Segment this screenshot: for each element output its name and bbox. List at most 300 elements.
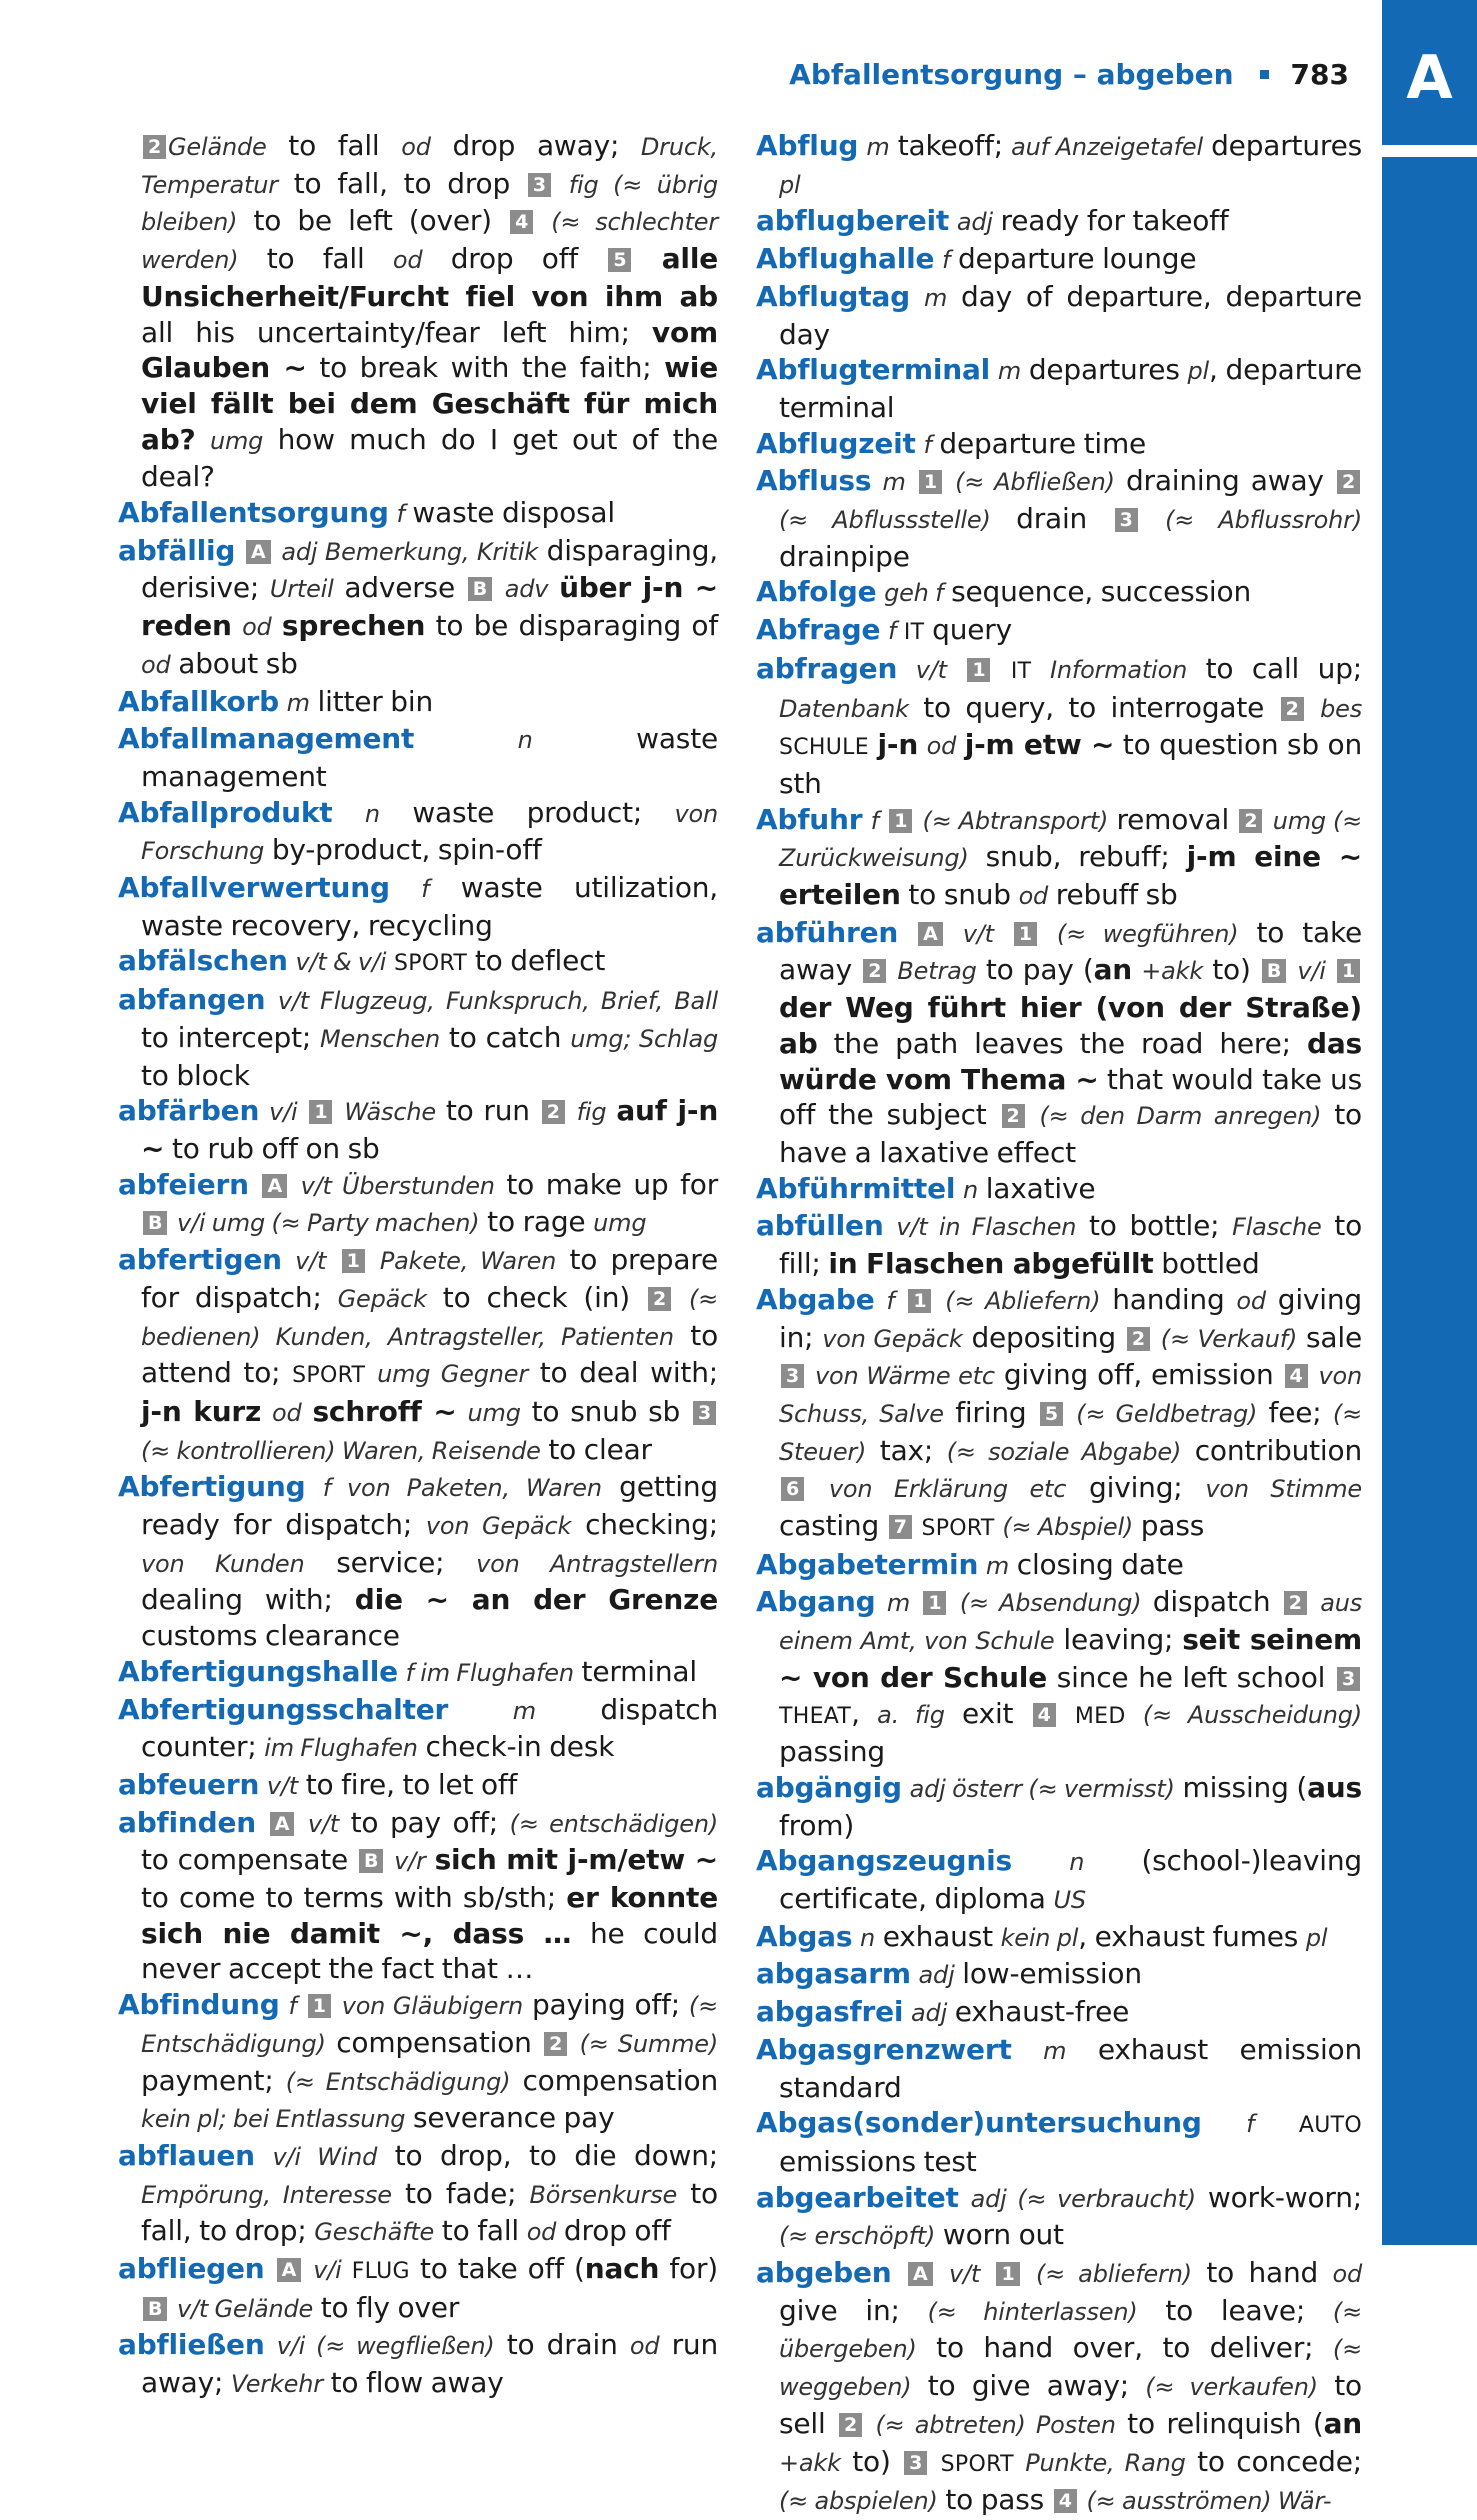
translation: all his uncertainty/fear left him; (141, 315, 652, 349)
translation (1012, 1844, 1069, 1877)
dictionary-entry (118, 870, 718, 943)
grammar-label: (≈ Steuer) (779, 1399, 1362, 1466)
translation: bottled (1153, 1247, 1260, 1281)
phrase: er konnte sich nie damit ~, dass … (141, 1881, 718, 1950)
headword: Abgabetermin (756, 1547, 979, 1581)
translation: for) (659, 2252, 719, 2286)
phrase: vom Glauben ~ (141, 315, 718, 385)
headword: abgasarm (756, 1957, 911, 1991)
translation (994, 916, 1012, 949)
sense-marker: 4 (1033, 1703, 1056, 1727)
dictionary-entry (756, 1919, 1362, 1957)
dictionary-entry (118, 1093, 718, 1166)
grammar-label: umg; Schlag (570, 1024, 719, 1053)
grammar-label: adv (504, 575, 549, 604)
dictionary-entry (118, 721, 718, 794)
grammar-label: f (421, 875, 430, 904)
headword: Abflug (756, 129, 859, 162)
grammar-label: (≈ Geldbetrag) (1076, 1399, 1258, 1428)
translation (978, 1548, 986, 1581)
translation: to bottle; (1076, 1209, 1233, 1243)
grammar-label: von Gläubigern (341, 1992, 524, 2021)
phrase: seit seinem ~ von der Schule (779, 1623, 1362, 1694)
translation: departure lounge (950, 242, 1197, 276)
grammar-label: od (242, 613, 272, 642)
grammar-label: fig (≈ übrig bleiben) (141, 170, 719, 237)
translation (806, 1358, 815, 1391)
translation (871, 464, 882, 497)
translation (457, 1395, 468, 1428)
dictionary-entry (756, 128, 1362, 203)
translation (342, 2252, 352, 2285)
grammar-label: f (887, 617, 897, 646)
sense-marker: B (468, 577, 492, 601)
translation (990, 353, 998, 386)
translation (1027, 1098, 1040, 1131)
translation (1014, 2445, 1025, 2478)
headword: Abführmittel (756, 1171, 956, 1205)
translation (918, 728, 927, 761)
grammar-label: kein pl; bei Entlassung (141, 2105, 406, 2134)
side-tab-divider (1382, 145, 1477, 157)
translation (249, 1168, 261, 1201)
translation (265, 983, 277, 1016)
dictionary-entry (756, 352, 1362, 425)
field-label: THEAT (779, 1703, 852, 1729)
translation: removal (1108, 802, 1238, 836)
page-number: 783 (1290, 58, 1349, 91)
translation (282, 1243, 295, 1276)
grammar-label: umg Gegner (377, 1360, 529, 1389)
translation (914, 803, 922, 836)
translation (1254, 2106, 1298, 2139)
translation (934, 242, 942, 275)
translation: depositing (962, 1320, 1125, 1354)
translation: , (851, 1696, 878, 1730)
translation (869, 728, 878, 761)
headword: Abgas (756, 1919, 853, 1953)
phrase: wie viel fällt bei dem Geschäft für mich ab? (141, 351, 718, 456)
dictionary-entry (118, 495, 718, 533)
sense-marker: A (277, 2258, 302, 2282)
grammar-label: (≈ entschädigen) (509, 1809, 718, 1838)
translation (884, 1209, 897, 1242)
phrase: über j-n ~ reden (141, 571, 719, 643)
translation: to question sb on sth (779, 728, 1362, 800)
translation (535, 204, 551, 237)
headword: abfließen (118, 2328, 265, 2362)
translation: to fill; (779, 1209, 1363, 1281)
dictionary-entry (756, 241, 1362, 279)
translation: to concede; (1185, 2444, 1362, 2478)
grammar-label: od (401, 133, 431, 161)
headword: Abfallkorb (118, 684, 279, 718)
translation (945, 916, 963, 949)
grammar-label: v/t Gelände (177, 2294, 314, 2323)
grammar-label: f (942, 246, 951, 275)
headword: Abflughalle (756, 242, 935, 276)
translation (385, 1843, 394, 1876)
grammar-label: n (364, 799, 380, 828)
translation: compensation (510, 2063, 718, 2097)
grammar-label: od (141, 650, 171, 679)
grammar-label: (≈ Absendung) (959, 1589, 1142, 1618)
grammar-label: (≈ schlechter werden) (141, 208, 719, 275)
translation: to catch (440, 1020, 571, 1054)
translation: fee; (1257, 1395, 1333, 1429)
translation: to deflect (467, 944, 606, 978)
headword: Abgang (756, 1585, 876, 1619)
grammar-label: (≈ abliefern) (1035, 2260, 1192, 2289)
translation: ready for takeoff (992, 204, 1229, 238)
grammar-label: US (1053, 1886, 1086, 1915)
translation: departures (1202, 129, 1362, 162)
headword: abfüllen (756, 1209, 884, 1243)
grammar-label: Geschäfte (314, 2218, 435, 2247)
grammar-label: von Wärme etc (815, 1362, 995, 1391)
headword: abflauen (118, 2138, 255, 2172)
grammar-label: v/i (313, 2256, 342, 2285)
grammar-label: (≈ Verkauf) (1160, 1324, 1298, 1353)
sense-marker: A (918, 922, 943, 946)
translation (296, 1806, 308, 1839)
translation (1065, 1396, 1076, 1429)
translation (896, 613, 904, 646)
headword: abgeben (756, 2256, 892, 2290)
translation: dispatch counter; (141, 1692, 719, 1764)
grammar-label: (≈ Summe) (579, 2029, 718, 2058)
grammar-label: (≈ Abtransport) (922, 806, 1109, 835)
translation: to pay off; (338, 1805, 510, 1839)
headword: Abgasgrenzwert (756, 2032, 1012, 2066)
translation (332, 796, 364, 829)
grammar-label: Wäsche (344, 1098, 436, 1127)
grammar-label: Menschen (320, 1024, 440, 1053)
translation: to pay ( (976, 953, 1094, 987)
translation (1126, 1697, 1143, 1730)
translation: to check (in) (426, 1280, 646, 1314)
grammar-label: (≈ Ausscheidung) (1142, 1700, 1363, 1729)
translation: since he left school (1047, 1660, 1335, 1694)
translation: handing (1100, 1282, 1237, 1316)
translation (448, 1693, 513, 1726)
headword: Abfallentsorgung (118, 496, 389, 530)
translation: to fall, to drop; (141, 2176, 718, 2248)
grammar-label: Urteil (269, 575, 334, 604)
translation (902, 1771, 910, 1804)
phrase: sprechen (281, 609, 426, 643)
grammar-label: v/t (948, 2260, 981, 2289)
dictionary-entry (118, 2327, 718, 2402)
translation: sale (1297, 1320, 1362, 1354)
translation: paying off; (523, 1988, 689, 2022)
translation: , exhaust fumes (1078, 1919, 1306, 1953)
field-label: FLUG (351, 2259, 410, 2285)
sense-marker: A (246, 540, 271, 564)
grammar-label: f von Paketen, Waren (322, 1474, 602, 1503)
headword: Abfertigung (118, 1470, 306, 1504)
translation: rebuff sb (1048, 878, 1178, 912)
grammar-label: umg (467, 1398, 521, 1427)
headword: abgearbeitet (756, 2180, 959, 2214)
translation: to fall, to drop (277, 166, 526, 200)
grammar-label: m (1043, 2036, 1067, 2065)
dictionary-entry (118, 1167, 718, 1242)
grammar-label: pl (779, 170, 801, 199)
translation (879, 803, 887, 836)
translation: to block (141, 1058, 250, 1092)
grammar-label: n (860, 1923, 876, 1952)
grammar-label: Punkte, Rang (1025, 2448, 1186, 2477)
grammar-label: n (517, 726, 533, 755)
translation (1309, 1585, 1320, 1618)
translation: service; (304, 1545, 477, 1579)
headword: Abfallprodukt (118, 795, 333, 829)
translation: waste disposal (404, 496, 615, 530)
grammar-label: adj (956, 208, 993, 237)
grammar-label: adj Bemerkung, Kritik (281, 537, 538, 566)
headword: Abfindung (118, 1988, 280, 2022)
translation (297, 1094, 307, 1127)
grammar-label: Druck, Temperatur (141, 133, 718, 199)
translation: snub, rebuff; (968, 840, 1187, 874)
headword: abfeiern (118, 1167, 249, 1201)
translation: that would take us off the subject (779, 1062, 1362, 1132)
running-head (789, 58, 1349, 91)
translation (911, 1957, 919, 1990)
translation: to leave; (1137, 2293, 1333, 2327)
translation: query (924, 613, 1012, 647)
translation: by-product, spin-off (264, 833, 542, 867)
right-column (756, 128, 1362, 2520)
grammar-label: f im Flughafen (405, 1658, 574, 1687)
translation: checking; (571, 1508, 718, 1542)
translation (1022, 2256, 1036, 2289)
translation (910, 280, 924, 313)
headword: abfertigen (118, 1243, 282, 1277)
translation: giving; (1066, 1471, 1206, 1505)
headword: Abgabe (756, 1282, 875, 1316)
dictionary-entry (756, 612, 1362, 651)
translation (390, 871, 421, 904)
headword: abführen (756, 915, 899, 949)
translation (289, 1168, 301, 1201)
translation: to attend to; (141, 1318, 718, 1390)
translation (367, 1243, 380, 1276)
dictionary-entry (756, 1547, 1362, 1585)
grammar-label: v/t Überstunden (300, 1171, 495, 1200)
translation: about sb (170, 646, 298, 680)
translation: to) (840, 2444, 903, 2478)
grammar-label: od (1332, 2260, 1363, 2289)
grammar-label: Information (1049, 655, 1188, 684)
sense-marker: A (908, 2262, 933, 2286)
dictionary-entry (756, 1584, 1362, 1770)
translation (852, 1920, 860, 1953)
translation: to give away; (911, 2369, 1146, 2403)
translation (279, 685, 287, 718)
translation: adverse (333, 571, 466, 605)
grammar-label: f (870, 806, 879, 835)
grammar-label: pl (1305, 1923, 1328, 1952)
grammar-label: m (286, 688, 310, 717)
grammar-label: (≈ verkaufen) (1145, 2373, 1318, 2402)
translation: how much do I get out of the deal? (141, 422, 718, 494)
dictionary-entry (118, 128, 718, 495)
translation (947, 652, 966, 685)
dictionary-entry (756, 463, 1362, 574)
headword: abgängig (756, 1770, 902, 1804)
translation (386, 944, 394, 977)
translation: emissions test (779, 2144, 977, 2178)
dictionary-entry (756, 1208, 1362, 1281)
side-tab (1382, 0, 1477, 2245)
translation: passing (779, 1735, 886, 1769)
translation (326, 1243, 339, 1276)
grammar-label: von Gepäck (425, 1512, 572, 1541)
translation (980, 2256, 994, 2289)
dictionary-entry (756, 1770, 1362, 1843)
translation (169, 2291, 177, 2324)
translation: exit (944, 1696, 1031, 1730)
headword: abflugbereit (756, 204, 950, 238)
translation: to pass (937, 2483, 1052, 2517)
dictionary-entry (118, 795, 718, 870)
translation: drop off (422, 242, 607, 276)
dictionary-entry (118, 2138, 718, 2251)
sense-marker: 3 (781, 1364, 804, 1388)
headword: Abfallmanagement (118, 722, 415, 756)
headword: abfinden (118, 1805, 257, 1839)
grammar-label: (≈ wegführen) (1056, 919, 1239, 948)
grammar-label: pl (1187, 357, 1210, 386)
translation: (school-)leaving certificate, diploma (779, 1844, 1362, 1916)
field-label: SCHULE (779, 735, 869, 761)
translation (1079, 2483, 1087, 2516)
translation (1326, 953, 1335, 986)
sense-marker: 3 (1115, 508, 1138, 532)
translation: to clear (540, 1432, 652, 1466)
translation (806, 1471, 829, 1504)
translation: tax; (866, 1433, 947, 1467)
dictionary-entry (756, 203, 1362, 241)
translation (272, 609, 282, 642)
grammar-label: od (392, 246, 423, 275)
dictionary-entry (118, 1242, 718, 1469)
translation (895, 1283, 907, 1316)
grammar-label: adj (918, 1961, 955, 1990)
headword: abfliegen (118, 2252, 265, 2286)
grammar-label: (≈ abtreten) Posten (875, 2410, 1116, 2439)
grammar-label: v/i (≈ wegfließen) (276, 2332, 495, 2361)
translation: from) (779, 1808, 855, 1842)
grammar-label: m (997, 357, 1022, 386)
field-label: SPORT (940, 2451, 1014, 2477)
grammar-label: (≈ Abfließen) (955, 468, 1115, 497)
headword: Abfolge (756, 575, 877, 609)
translation: to hand (1191, 2256, 1333, 2290)
field-label: IT (1010, 658, 1032, 684)
translation: to query, to interrogate (908, 690, 1279, 724)
sense-marker: 2 (1337, 470, 1360, 494)
dictionary-entry (756, 2255, 1362, 2520)
headword: abfälschen (118, 944, 288, 978)
translation (265, 2328, 277, 2361)
grammar-label: Empörung, Interesse (141, 2180, 392, 2209)
headword: Abfertigungshalle (118, 1654, 398, 1688)
grammar-label: od (926, 732, 957, 761)
grammar-label: (≈ Abflussrohr) (1165, 506, 1362, 535)
grammar-label: (≈ kontrollieren) Waren, Reisende (141, 1436, 541, 1465)
translation (1031, 652, 1050, 685)
sense-marker: 2 (648, 1287, 671, 1311)
translation: waste product; (379, 795, 675, 829)
grammar-label: m (866, 133, 890, 161)
grammar-label: von Erklärung etc (828, 1475, 1067, 1504)
grammar-label: umg (≈ Zurückweisung) (779, 806, 1363, 873)
grammar-label: aus einem Amt, von Schule (779, 1589, 1363, 1656)
grammar-label: von Antragstellern (476, 1549, 718, 1578)
grammar-label: a. fig (877, 1700, 945, 1729)
translation (948, 1585, 959, 1618)
sense-marker: 7 (889, 1515, 912, 1539)
translation (935, 2256, 949, 2289)
sense-marker: 2 (1284, 1591, 1307, 1615)
sense-marker: 4 (510, 210, 533, 234)
translation: to intercept; (141, 1020, 321, 1054)
dictionary-entry (756, 2032, 1362, 2105)
translation (259, 1768, 267, 1801)
translation: to be disparaging of (425, 609, 718, 643)
grammar-label: +akk (779, 2448, 841, 2477)
grammar-label: (≈ weggeben) (779, 2335, 1362, 2402)
phrase: sich mit j-m/etw ~ (434, 1843, 718, 1877)
grammar-label: (≈ Abflussstelle) (779, 506, 991, 535)
grammar-label: von Forschung (141, 799, 719, 866)
sense-marker: A (262, 1174, 287, 1198)
grammar-label: von Schuss, Salve (779, 1362, 1363, 1428)
grammar-label: f (288, 1992, 297, 2021)
grammar-label: f (923, 430, 932, 459)
grammar-label: auf Anzeigetafel (1011, 133, 1203, 161)
headword: abfärben (118, 1094, 260, 1128)
grammar-label: n (963, 1175, 979, 1204)
translation: to sell (779, 2369, 1362, 2440)
sense-marker: 4 (1285, 1364, 1308, 1388)
translation: run away; (141, 2328, 719, 2400)
translation (494, 571, 505, 604)
translation (1264, 803, 1272, 836)
translation (297, 1988, 306, 2021)
grammar-label: od (1236, 1286, 1266, 1315)
translation (956, 728, 965, 761)
running-head-title: Abfallentsorgung – abgeben (789, 58, 1234, 91)
left-column (118, 128, 718, 2403)
sense-marker: 1 (967, 658, 990, 682)
dictionary-entry (756, 915, 1362, 1171)
headword: Abfuhr (756, 802, 863, 836)
translation (235, 534, 244, 567)
translation (862, 803, 870, 836)
grammar-label: f (886, 1286, 895, 1315)
translation: to fade; (391, 2176, 530, 2210)
translation: disparaging, derisive; (141, 533, 718, 605)
translation (933, 1283, 945, 1316)
translation (414, 722, 517, 755)
translation: to relinquish ( (1115, 2406, 1324, 2440)
translation: work-worn; (1195, 2180, 1363, 2214)
headword: Abfertigungsschalter (118, 1692, 449, 1726)
